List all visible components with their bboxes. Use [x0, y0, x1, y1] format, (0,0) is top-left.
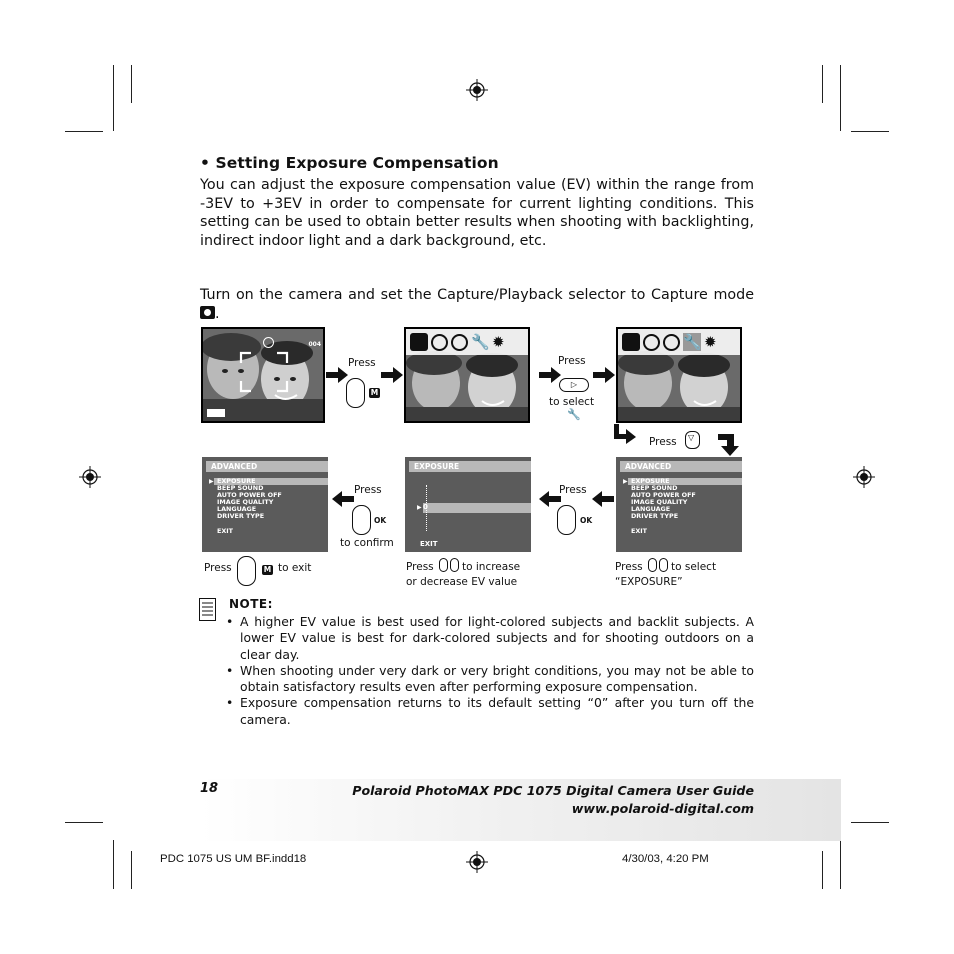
- camera-screen-menu-wrench: [616, 327, 742, 423]
- crop-mark: [851, 131, 889, 132]
- guide-website: www.polaroid-digital.com: [571, 801, 754, 816]
- menu-tab-bar: [406, 329, 528, 355]
- note-icon: [199, 598, 216, 621]
- menu-item-image-quality[interactable]: IMAGE QUALITY: [631, 498, 688, 506]
- crop-mark: [822, 65, 823, 103]
- guide-title: Polaroid PhotoMAX PDC 1075 Digital Camera User Guide: [352, 783, 754, 798]
- caption-mid-press: Press: [406, 561, 434, 573]
- footer-guide: [352, 782, 754, 818]
- advanced-menu-list: [631, 478, 696, 520]
- slug-filename: PDC 1075 US UM BF.indd18: [160, 853, 307, 865]
- note-item: • A higher EV value is best used for light-colored subjects and backlit subjects. A lower EV value is best for dark-colored subjects and for shooting outdoors on a clear day.: [226, 614, 754, 663]
- crop-mark: [65, 131, 103, 132]
- menu-button[interactable]: [346, 378, 365, 408]
- up-button-icon[interactable]: [648, 558, 657, 572]
- note-list: [226, 614, 754, 728]
- menu-item-exposure[interactable]: EXPOSURE: [217, 477, 256, 485]
- instruction-text: Turn on the camera and set the Capture/Playback selector to Capture mode: [200, 287, 754, 303]
- advanced-menu-list: [217, 478, 282, 520]
- menu-item-driver-type[interactable]: DRIVER TYPE: [217, 512, 265, 520]
- flash-tab-icon[interactable]: [663, 334, 680, 351]
- arrow-right-icon: [593, 367, 615, 383]
- battery-icon: [207, 409, 225, 417]
- note-item: • When shooting under very dark or very bright conditions, you may not be able to obtain satisfactory results even after performing exposure compensation.: [226, 663, 754, 696]
- caption-mid-decrease: or decrease EV value: [406, 576, 518, 588]
- crop-mark: [131, 65, 132, 103]
- menu-item-beep-sound[interactable]: BEEP SOUND: [217, 484, 264, 492]
- down-button-icon[interactable]: [450, 558, 459, 572]
- camera-tab-icon[interactable]: [410, 333, 428, 351]
- note-title: NOTE:: [229, 597, 273, 611]
- up-button-icon[interactable]: [439, 558, 448, 572]
- advanced-menu-screen: [616, 457, 742, 552]
- camera-screen-capture: [201, 327, 325, 423]
- caption-right-press: Press: [615, 561, 643, 573]
- step5-confirm-label: to confirm: [340, 537, 394, 549]
- ok-label: OK: [580, 516, 593, 525]
- menu-exit-item[interactable]: EXIT: [217, 527, 234, 535]
- m-button-badge: M: [263, 565, 272, 574]
- flash-mode-icon: [263, 337, 274, 348]
- arrow-left-icon: [539, 491, 561, 507]
- exposure-menu-header: EXPOSURE: [409, 461, 531, 472]
- caption-mid-increase: to increase: [462, 561, 521, 573]
- crop-mark: [65, 822, 103, 823]
- self-timer-tab-icon[interactable]: [643, 334, 660, 351]
- crop-mark: [822, 851, 823, 889]
- wrench-icon: 🔧: [567, 408, 581, 421]
- camera-mode-icon: [200, 306, 215, 319]
- arrow-down-right-icon: [614, 424, 636, 444]
- menu-tab-bar: [618, 329, 740, 355]
- slug-date: 4/30/03, 4:20 PM: [622, 853, 709, 865]
- arrow-right-icon: [381, 367, 403, 383]
- step2-to-select-label: to select: [549, 396, 595, 408]
- menu-exit-item[interactable]: EXIT: [631, 527, 648, 535]
- arrow-left-icon: [332, 491, 354, 507]
- advanced-menu-screen: [202, 457, 328, 552]
- down-button-icon[interactable]: [659, 558, 668, 572]
- menu-item-exposure[interactable]: EXPOSURE: [631, 477, 670, 485]
- camera-tab-icon[interactable]: [622, 333, 640, 351]
- menu-item-auto-power-off[interactable]: AUTO POWER OFF: [631, 491, 696, 499]
- instruction-paragraph: Turn on the camera and set the Capture/Playback selector to Capture mode .: [200, 287, 754, 322]
- crop-mark: [131, 851, 132, 889]
- caption-right-select: to select: [671, 561, 717, 573]
- wrench-tab-icon[interactable]: 🔧: [683, 333, 702, 351]
- exposure-menu-screen: [405, 457, 531, 552]
- m-button-badge: M: [370, 388, 379, 397]
- selection-pointer-icon: ▶: [209, 478, 214, 485]
- step1-press-label: Press: [348, 357, 376, 369]
- caption-right-exposure: “EXPOSURE”: [615, 576, 683, 588]
- ev-value: 0: [423, 503, 428, 511]
- menu-item-image-quality[interactable]: IMAGE QUALITY: [217, 498, 274, 506]
- crop-mark: [840, 840, 841, 889]
- step4-press-label: Press: [559, 484, 587, 496]
- wrench-tab-icon[interactable]: 🔧: [471, 333, 490, 351]
- crop-mark: [840, 65, 841, 131]
- arrow-down-icon: [718, 434, 740, 456]
- crop-mark: [113, 65, 114, 131]
- down-button-icon[interactable]: ▽: [685, 431, 700, 449]
- self-timer-tab-icon[interactable]: [431, 334, 448, 351]
- ok-button[interactable]: [352, 505, 371, 535]
- registration-mark-icon: [79, 466, 101, 488]
- flash-tab-icon[interactable]: [451, 334, 468, 351]
- caption-left-press: Press: [204, 562, 232, 574]
- page-number: 18: [200, 781, 219, 796]
- brightness-tab-icon[interactable]: ✹: [492, 333, 505, 351]
- menu-button[interactable]: [237, 556, 256, 586]
- focus-frame-icon: [239, 351, 289, 393]
- brightness-tab-icon[interactable]: ✹: [704, 333, 717, 351]
- ok-label: OK: [374, 516, 387, 525]
- advanced-menu-header: ADVANCED: [620, 461, 742, 472]
- menu-highlight: [423, 503, 531, 513]
- crop-mark: [851, 822, 889, 823]
- menu-item-language[interactable]: LANGUAGE: [631, 505, 671, 513]
- step2-press-label: Press: [558, 355, 586, 367]
- frame-counter: 004: [308, 341, 321, 348]
- caption-left-exit: to exit: [278, 562, 312, 574]
- registration-mark-icon: [466, 851, 488, 873]
- arrow-right-icon: [326, 367, 348, 383]
- selection-pointer-icon: ▶: [623, 478, 628, 485]
- menu-item-language[interactable]: LANGUAGE: [217, 505, 257, 513]
- selection-pointer-icon: ▶: [417, 504, 422, 511]
- note-item: • Exposure compensation returns to its default setting “0” after you turn off the camera.: [226, 695, 754, 728]
- advanced-menu-header: ADVANCED: [206, 461, 328, 472]
- registration-mark-icon: [466, 79, 488, 101]
- menu-item-driver-type[interactable]: DRIVER TYPE: [631, 512, 679, 520]
- menu-item-beep-sound[interactable]: BEEP SOUND: [631, 484, 678, 492]
- intro-paragraph: You can adjust the exposure compensation value (EV) within the range from -3EV to +3EV in order to compensate for current lighting conditions. This setting can be used to obtain better results when shooting with backlighting, indirect indoor light and a dark background, etc.: [200, 177, 754, 249]
- crop-mark: [113, 840, 114, 889]
- right-button-icon[interactable]: ▷: [559, 378, 589, 392]
- menu-item-auto-power-off[interactable]: AUTO POWER OFF: [217, 491, 282, 499]
- ok-button[interactable]: [557, 505, 576, 535]
- camera-screen-menu: [404, 327, 530, 423]
- arrow-left-icon: [592, 491, 614, 507]
- exposure-exit-item[interactable]: EXIT: [420, 540, 438, 548]
- registration-mark-icon: [853, 466, 875, 488]
- step5-press-label: Press: [354, 484, 382, 496]
- step3-press-label: Press: [649, 436, 677, 448]
- section-title: • Setting Exposure Compensation: [200, 154, 499, 172]
- arrow-right-icon: [539, 367, 561, 383]
